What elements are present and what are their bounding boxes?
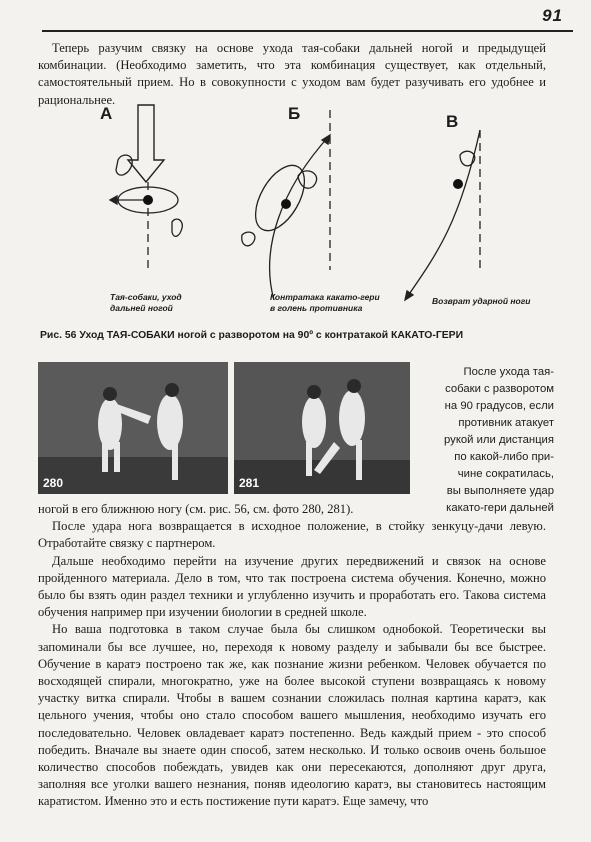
paragraph: Но ваша подготовка в таком случае была бы слишком однобокой. Теоретически вы запоминали бы все лучшее, но, переходя к новому разделу и забывали бы все быстрее. Обучение в каратэ построено так же, как познание жизни ребенком. Человек обучается по восходящей спирали, многократно, уже на более высокой ступени возвращаясь к новому участку витка спирали. Чтобы в вашем сознании сложилась полная картина каратэ, как цельного учения, чтобы оно стало способом вашего мышления, необходимо изучать его последовательно. Человек овладевает каратэ постепенно. Ведь каждый прием - это способ победить. Вначале вы знаете один способ, затем несколько. И только освоив очень большое количество способов побеждать, увидев как они пересекаются, дополняют друг друга, заполняя все уголки вашего незнания, поняв идеологию каратэ, вы становитесь настоящим каратистом. Именно это и есть постижение пути каратэ. Еще замечу, что	[38, 622, 546, 809]
photo-number: 280	[43, 476, 64, 490]
intro-paragraph: Теперь разучим связку на основе ухода тая-собаки дальней ногой и предыдущей комбинации. (Необходимо заметить, что эта комбинация существует, как отдельный, самостоятельный прием. Но в совокупности с уходом вам будет разучивать его удобнее и рациональнее.	[38, 41, 546, 107]
footprint-icon	[172, 219, 182, 236]
intro-block	[38, 40, 546, 109]
figure-caption: Рис. 56 Уход ТАЯ-СОБАКИ ногой с разворотом на 90º с контратакой КАКАТО-ГЕРИ	[40, 330, 464, 341]
paragraph: Дальше необходимо перейти на изучение других передвижений и связок на основе пройденного материала. Дело в том, что так построена система обучения. Конечно, можно было бы взять один раздел техники и углубленно изучить и проработать его. Такова система обучения например при изучении биологии в средней школе.	[38, 553, 546, 620]
karate-photo-image	[234, 362, 410, 494]
footwork-diagram	[60, 100, 550, 330]
diagram-caption-b: Контратака какато-гери в голень противника	[270, 292, 380, 313]
paragraph: После удара нога возвращается в исходное положение, в стойку зенкуцу-дачи левую. Отработайте связку с партнером.	[38, 519, 546, 551]
diagram-label-a: А	[100, 104, 113, 123]
photo-280	[38, 362, 228, 494]
diagram-caption-a: Тая-собаки, уход дальней ногой	[110, 292, 182, 313]
diagram-label-c: В	[446, 112, 459, 131]
photo-281	[234, 362, 410, 494]
diagram-caption-c: Возврат ударной ноги	[432, 296, 531, 306]
karate-photo-image	[38, 362, 228, 494]
footprint-icon	[242, 232, 255, 246]
arrow-down-icon	[128, 105, 164, 182]
diagram-label-b: Б	[288, 104, 301, 123]
footprint-icon	[298, 171, 317, 188]
body-text	[38, 501, 546, 811]
continuation-line: ногой в его ближнюю ногу (см. рис. 56, см. фото 280, 281).	[38, 502, 354, 516]
footprint-icon	[116, 155, 132, 175]
page-number: 91	[542, 6, 563, 25]
photo-number: 281	[239, 476, 260, 490]
header-rule	[42, 30, 573, 32]
side-text: После ухода тая- собаки с разворотом на 90 градусов, если противник атакует рукой или дистанция по какой-либо при- чине сократилась, вы выполняете удар какато-гери дальней	[444, 366, 554, 514]
